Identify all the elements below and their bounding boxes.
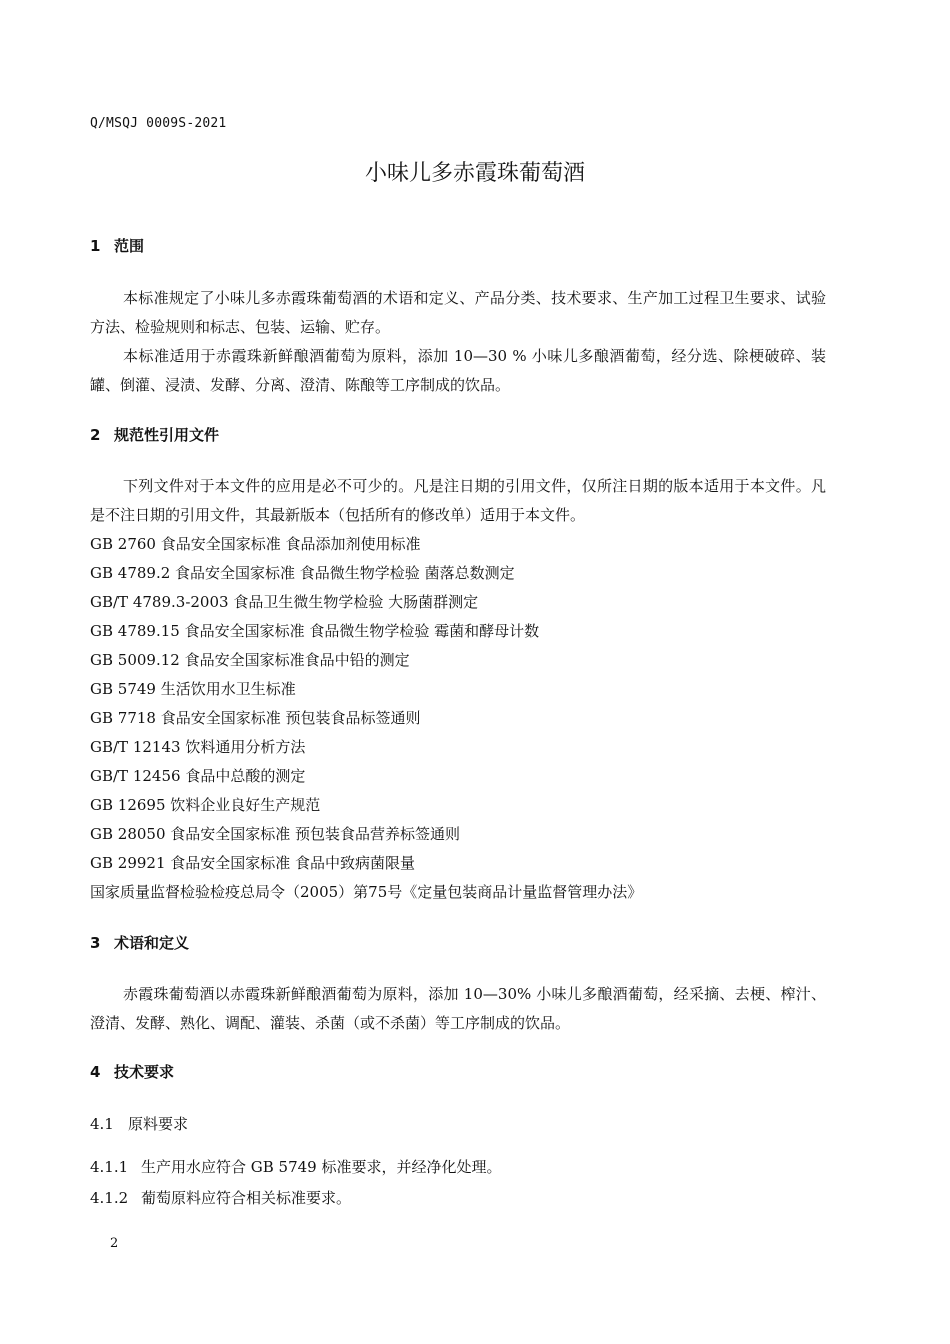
section-4-heading: [90, 1061, 174, 1082]
subsection-4-1-heading: [90, 1113, 188, 1134]
reference-item: GB 29921 食品安全国家标准 食品中致病菌限量: [90, 854, 416, 872]
document-title: 小味儿多赤霞珠葡萄酒: [364, 161, 585, 186]
standard-code: Q/MSQJ 0009S-2021: [90, 116, 227, 131]
section-title: 范围: [114, 237, 145, 255]
page-number: 2: [110, 1236, 119, 1251]
clause-text: 葡萄原料应符合相关标准要求。: [141, 1189, 352, 1207]
reference-item: GB 5749 生活饮用水卫生标准: [90, 680, 296, 698]
section-1-paragraph-2: 本标准适用于赤霞珠新鲜酿酒葡萄为原料，添加 10—30 % 小味儿多酿酒葡萄，经分选、除梗破碎、装罐、倒灌、浸渍、发酵、分离、澄清、陈酿等工序制成的饮品。: [90, 347, 826, 394]
clause-number: 4.1.2: [90, 1189, 129, 1207]
section-2-heading: [90, 424, 219, 445]
reference-item: GB/T 12456 食品中总酸的测定: [90, 767, 306, 785]
section-title: 规范性引用文件: [114, 426, 220, 444]
section-2-intro: 下列文件对于本文件的应用是必不可少的。凡是注日期的引用文件，仅所注日期的版本适用于本文件。凡是不注日期的引用文件，其最新版本（包括所有的修改单）适用于本文件。: [90, 477, 826, 524]
section-1-heading: [90, 235, 144, 256]
reference-item: 国家质量监督检验检疫总局令（2005）第75号《定量包装商品计量监督管理办法》: [90, 883, 643, 901]
subsection-number: 4.1: [90, 1115, 114, 1133]
reference-item: GB 4789.2 食品安全国家标准 食品微生物学检验 菌落总数测定: [90, 564, 515, 582]
subsection-title: 原料要求: [128, 1115, 189, 1133]
clause-text: 生产用水应符合 GB 5749 标准要求，并经净化处理。: [141, 1158, 502, 1176]
reference-item: GB 28050 食品安全国家标准 预包装食品营养标签通则: [90, 825, 461, 843]
clause-4-1-2: [90, 1187, 351, 1208]
clause-4-1-1: [90, 1156, 502, 1177]
reference-item: GB 12695 饮料企业良好生产规范: [90, 796, 321, 814]
section-1-paragraph-1: 本标准规定了小味儿多赤霞珠葡萄酒的术语和定义、产品分类、技术要求、生产加工过程卫生要求、试验方法、检验规则和标志、包装、运输、贮存。: [90, 289, 826, 336]
normative-references-list: [90, 530, 850, 907]
clause-number: 4.1.1: [90, 1158, 129, 1176]
section-title: 技术要求: [114, 1063, 175, 1081]
section-3-heading: [90, 932, 189, 953]
reference-item: GB 2760 食品安全国家标准 食品添加剂使用标准: [90, 535, 421, 553]
section-number: 4: [90, 1063, 101, 1081]
reference-item: GB/T 4789.3-2003 食品卫生微生物学检验 大肠菌群测定: [90, 593, 479, 611]
reference-item: GB/T 12143 饮料通用分析方法: [90, 738, 306, 756]
reference-item: GB 7718 食品安全国家标准 预包装食品标签通则: [90, 709, 421, 727]
section-number: 2: [90, 426, 101, 444]
reference-item: GB 4789.15 食品安全国家标准 食品微生物学检验 霉菌和酵母计数: [90, 622, 540, 640]
reference-item: GB 5009.12 食品安全国家标准食品中铅的测定: [90, 651, 410, 669]
section-number: 3: [90, 934, 101, 952]
section-number: 1: [90, 237, 101, 255]
section-3-paragraph: 赤霞珠葡萄酒以赤霞珠新鲜酿酒葡萄为原料，添加 10—30% 小味儿多酿酒葡萄，经采摘、去梗、榨汁、澄清、发酵、熟化、调配、灌装、杀菌（或不杀菌）等工序制成的饮品。: [90, 985, 826, 1032]
section-title: 术语和定义: [114, 934, 190, 952]
